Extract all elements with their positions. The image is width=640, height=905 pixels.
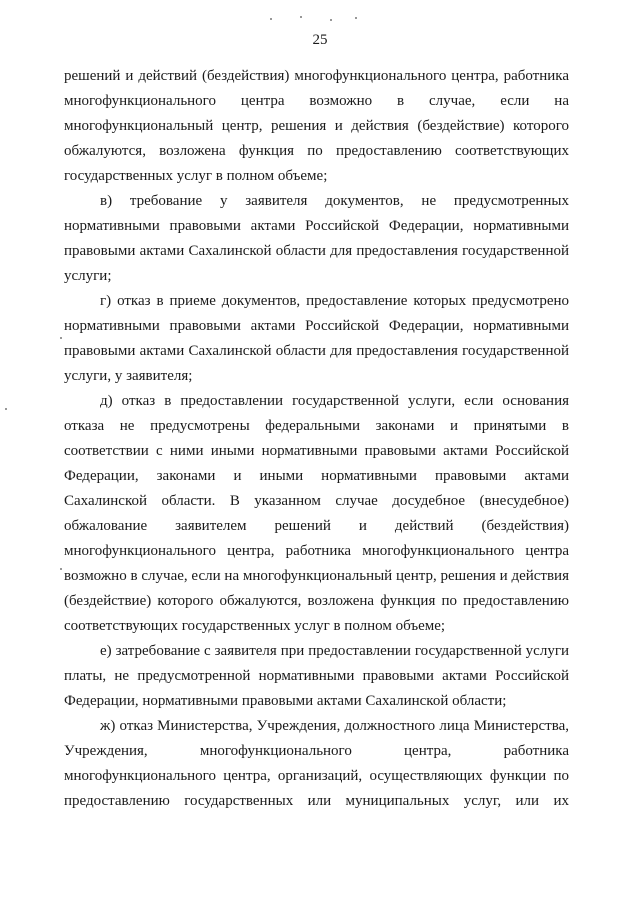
- scan-speck: [60, 568, 62, 570]
- paragraph-item-e: е) затребование с заявителя при предоставлении государственной услуги платы, не предусмотренной нормативными правовыми актами Российской Федерации, нормативными правовыми актами Сахалинской области;: [64, 643, 569, 709]
- scan-speck: [60, 337, 62, 339]
- scan-speck: [270, 18, 272, 20]
- scan-speck: [300, 16, 302, 18]
- paragraph-item-v: в) требование у заявителя документов, не предусмотренных нормативными правовыми актами Российской Федерации, нормативными правовыми актами Сахалинской области для предоставления государственной услуги;: [64, 193, 569, 284]
- paragraph-continuation: решений и действий (бездействия) многофункционального центра, работника многофункционального центра возможно в случае, если на многофункциональный центр, решения и действия (бездействие) которого обжалуются, возложена функция по предоставлению соответствующих государственных услуг в полном объеме;: [64, 68, 569, 184]
- page-number: 25: [312, 32, 328, 48]
- scan-speck: [5, 408, 7, 410]
- paragraph-item-zh: ж) отказ Министерства, Учреждения, должностного лица Министерства, Учреждения, многофункционального центра, работника многофункционального центра, организаций, осуществляющих функции по предоставлению государственных или муниципальных услуг, или их: [64, 718, 569, 809]
- scan-speck: [330, 19, 332, 21]
- paragraph-item-g: г) отказ в приеме документов, предоставление которых предусмотрено нормативными правовыми актами Российской Федерации, нормативными правовыми актами Сахалинской области для предоставления государственной услуги, у заявителя;: [64, 293, 569, 384]
- paragraph-item-d: д) отказ в предоставлении государственной услуги, если основания отказа не предусмотрены федеральными законами и принятыми в соответствии с ними иными нормативными правовыми актами Российской Федерации, законами и иными нормативными правовыми актами Сахалинской области. В указанном случае досудебное (внесудебное) обжалование заявителем решений и действий (бездействия) многофункционального центра, работника многофункционального центра возможно в случае, если на многофункциональный центр, решения и действия (бездействие) которого обжалуются, возложена функция по предоставлению соответствующих государственных услуг в полном объеме;: [64, 393, 569, 634]
- document-body: [64, 64, 569, 814]
- scan-speck: [355, 17, 357, 19]
